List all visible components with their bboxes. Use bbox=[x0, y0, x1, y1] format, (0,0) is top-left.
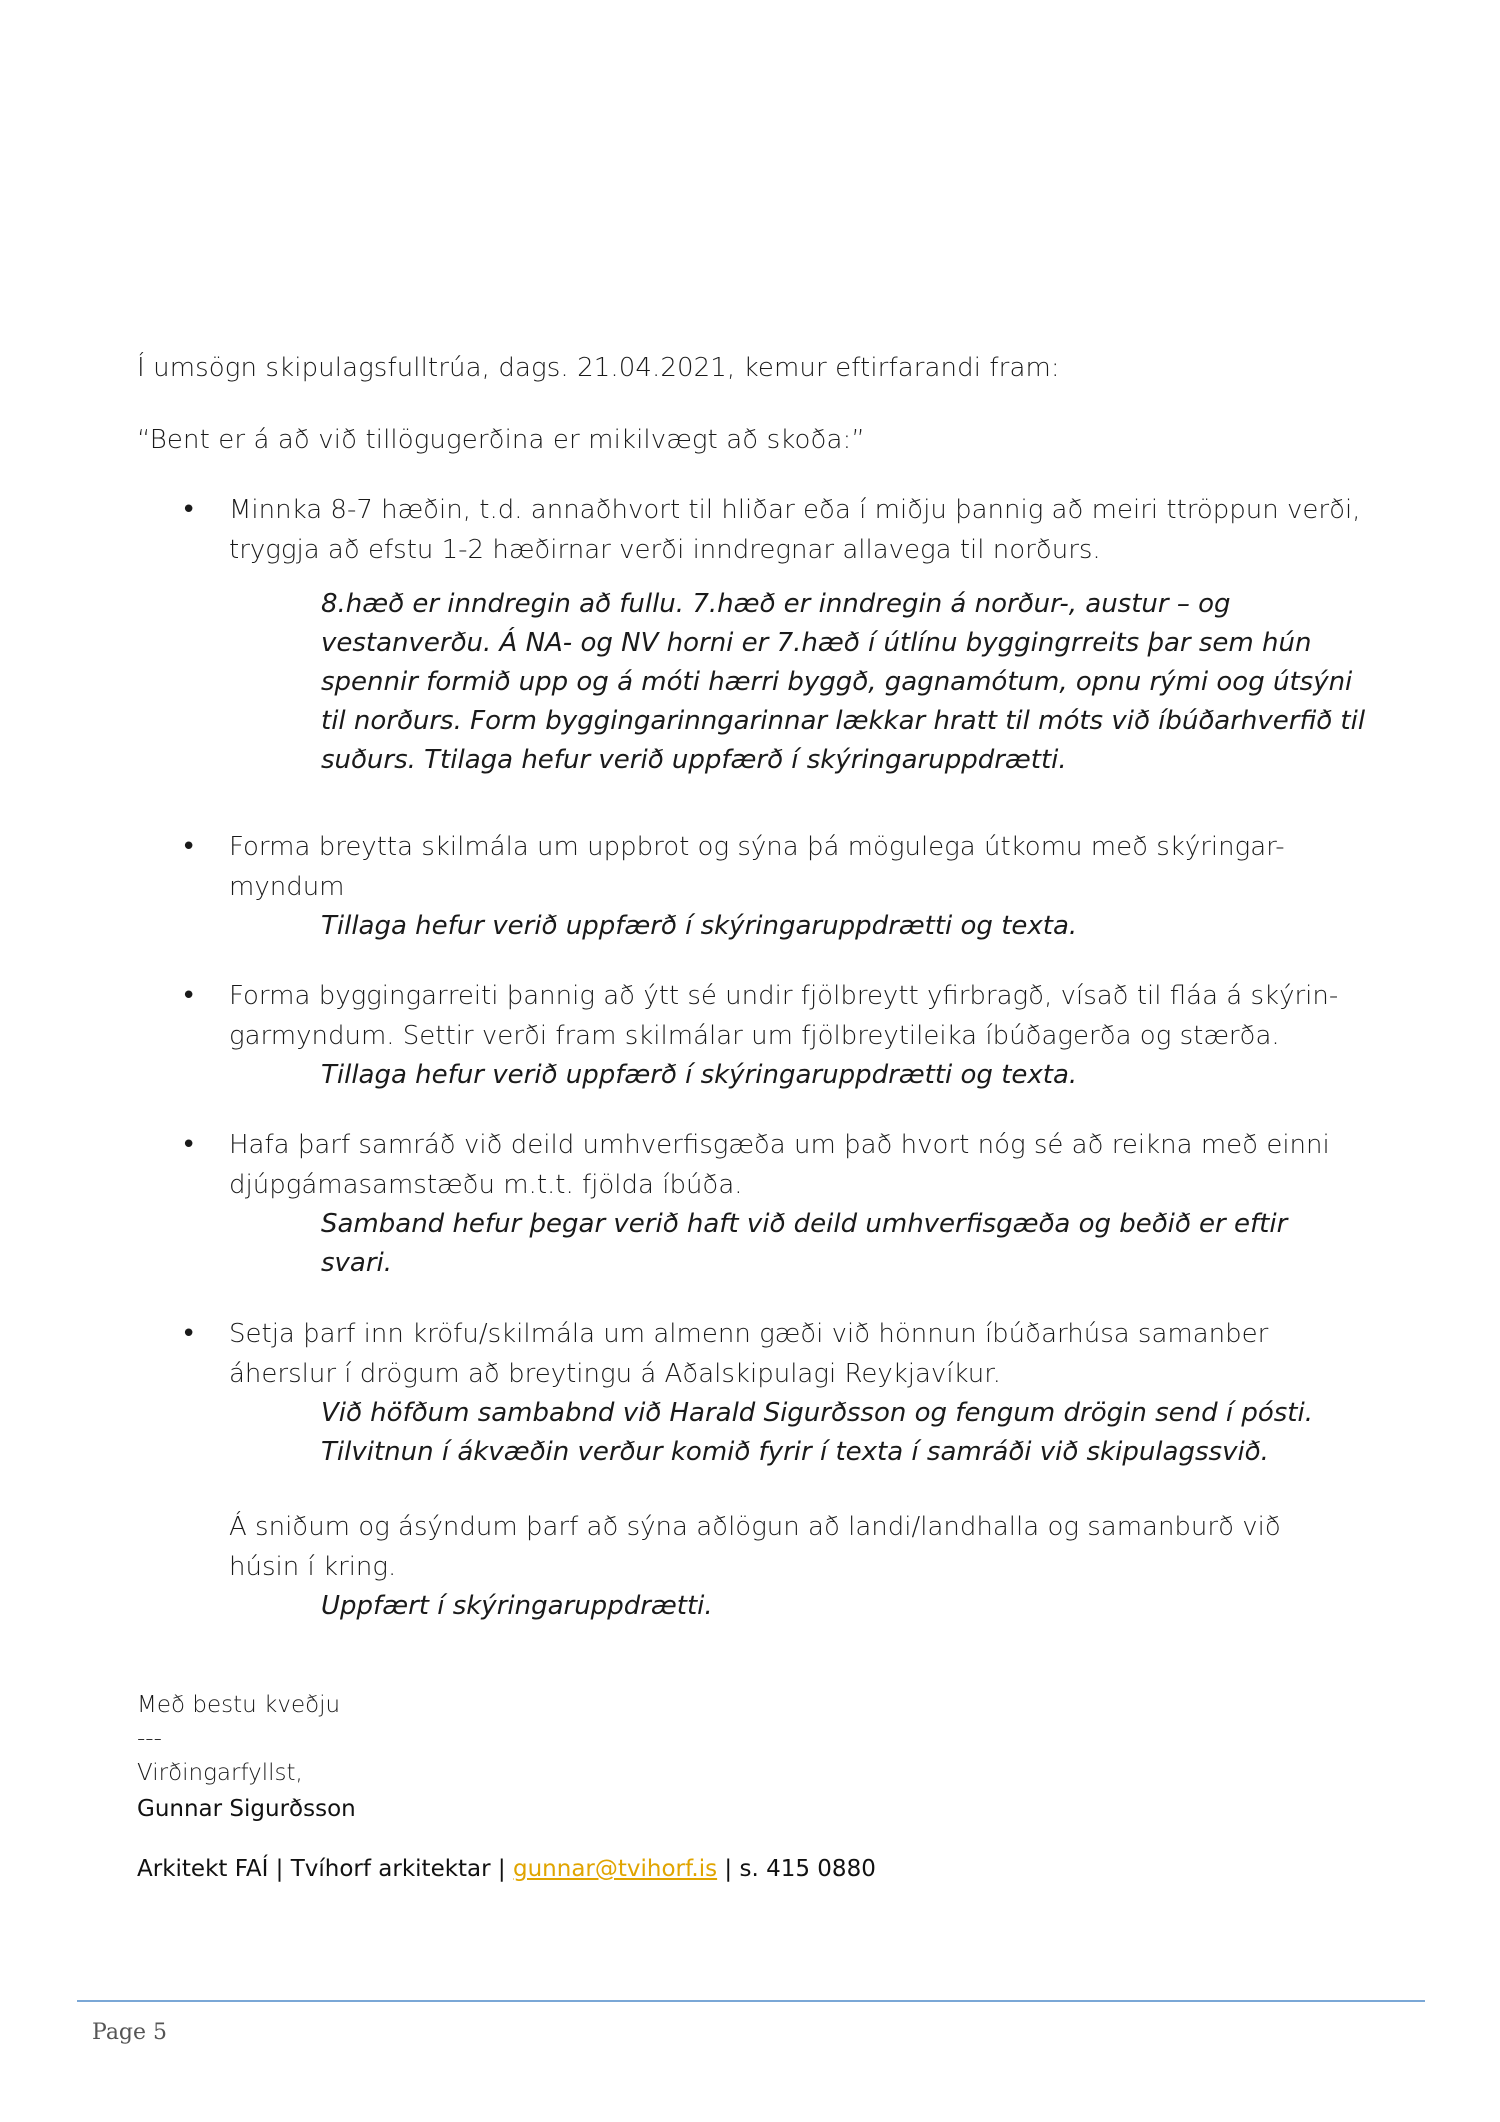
note-response: Uppfært í skýringaruppdrætti. bbox=[321, 1591, 713, 1621]
closing: Virðingarfyllst, bbox=[137, 1760, 303, 1786]
footer-divider bbox=[77, 2000, 1425, 2002]
separator: --- bbox=[137, 1726, 162, 1752]
item-5-response-line-1: Við höfðum sambabnd við Harald Sigurðsson og fengum drögin send í pósti. bbox=[321, 1398, 1313, 1428]
item-1-text: Minnka 8-7 hæðin, t.d. annaðhvort til hliðar eða í miðju þannig að meiri ttröppun verði, tryggja að efstu 1-2 hæðirnar verði inndregnar allavega til norðurs. bbox=[229, 495, 1361, 565]
bullet-icon: • bbox=[181, 495, 197, 525]
item-2-text: Forma breytta skilmála um uppbrot og sýna þá mögulega útkomu með skýringar-myndum bbox=[229, 832, 1285, 902]
list-item-5 bbox=[181, 1314, 1385, 1472]
page-number: Page 5 bbox=[92, 2020, 168, 2045]
signer-name: Gunnar Sigurðsson bbox=[137, 1796, 356, 1822]
bullet-icon: • bbox=[181, 1319, 197, 1349]
item-5-text: Setja þarf inn kröfu/skilmála um almenn gæði við hönnun íbúðarhúsa samanber áherslur í drögum að breytingu á Aðalskipulagi Reykjavíkur. bbox=[229, 1319, 1269, 1389]
list-item-3 bbox=[181, 976, 1385, 1095]
contact-suffix: | s. 415 0880 bbox=[717, 1856, 876, 1882]
bullet-icon: • bbox=[181, 832, 197, 862]
contact-prefix: Arkitekt FAÍ | Tvíhorf arkitektar | bbox=[137, 1856, 513, 1882]
note-text: Á sniðum og ásýndum þarf að sýna aðlögun að landi/landhalla og samanburð við húsin í kring. bbox=[229, 1512, 1281, 1582]
list-item-1 bbox=[181, 490, 1385, 780]
contact-line bbox=[137, 1852, 876, 1886]
item-2-response: Tillaga hefur verið uppfærð í skýringaruppdrætti og texta. bbox=[321, 911, 1078, 941]
item-5-response-line-2: Tilvitnun í ákvæðin verður komið fyrir í texta í samráði við skipulagssvið. bbox=[321, 1437, 1269, 1467]
email-link[interactable]: gunnar@tvihorf.is bbox=[512, 1856, 718, 1882]
intro-line-1: Í umsögn skipulagsfulltrúa, dags. 21.04.2021, kemur eftirfarandi fram: bbox=[137, 353, 1060, 383]
list-item-4 bbox=[181, 1125, 1385, 1283]
item-1-response: 8.hæð er inndregin að fullu. 7.hæð er inndregin á norður-, austur – og vestanverðu. Á NA- og NV horni er 7.hæð í útlínu byggingrreits þar sem hún spennir formið upp og á móti hærri byggð, gagnamótum, opnu rými oog útsýni til norðurs. Form byggingarinngarinnar lækkar hratt til móts við íbúðarhverfið til suðurs. Ttilaga hefur verið uppfærð í skýringaruppdrætti. bbox=[321, 589, 1366, 775]
bullet-icon: • bbox=[181, 981, 197, 1011]
item-3-response: Tillaga hefur verið uppfærð í skýringaruppdrætti og texta. bbox=[321, 1060, 1078, 1090]
bullet-icon: • bbox=[181, 1130, 197, 1160]
list-item-2 bbox=[181, 827, 1385, 946]
note-paragraph bbox=[229, 1507, 1389, 1626]
item-4-response: Samband hefur þegar verið haft við deild umhverfisgæða og beðið er eftir svari. bbox=[321, 1209, 1288, 1278]
greeting: Með bestu kveðju bbox=[137, 1692, 341, 1718]
intro-line-2: “Bent er á að við tillögugerðina er mikilvægt að skoða:” bbox=[137, 425, 865, 455]
item-3-text: Forma byggingarreiti þannig að ýtt sé undir fjölbreytt yfirbragð, vísað til fláa á skýrin-garmyndum. Settir verði fram skilmálar um fjölbreytileika íbúðagerða og stærða. bbox=[229, 981, 1339, 1051]
item-4-text: Hafa þarf samráð við deild umhverfisgæða um það hvort nóg sé að reikna með einni djúpgámasamstæðu m.t.t. fjölda íbúða. bbox=[229, 1130, 1330, 1200]
